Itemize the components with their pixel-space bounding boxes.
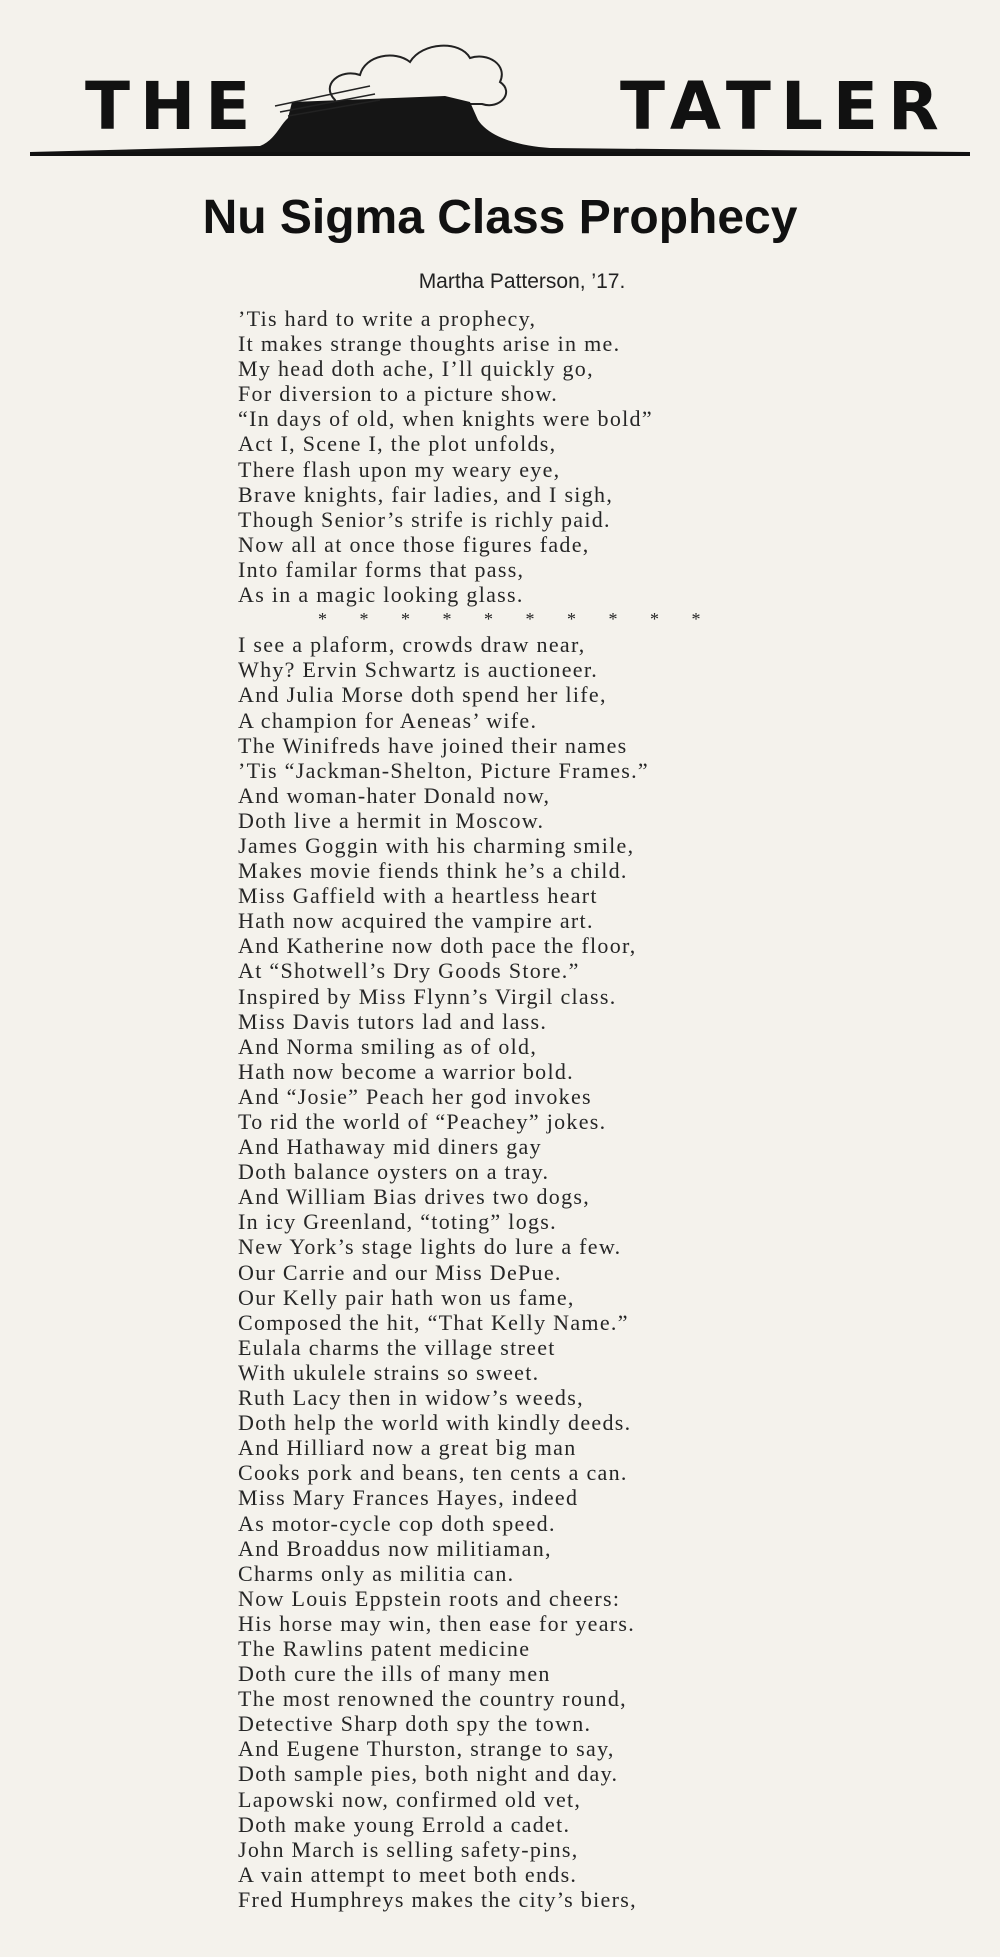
poem-line: The Winifreds have joined their names (238, 732, 628, 758)
poem-line: Doth help the world with kindly deeds. (238, 1410, 632, 1436)
poem-line: And Katherine now doth pace the floor, (238, 933, 637, 959)
poem-line: Now all at once those figures fade, (238, 531, 590, 557)
poem-line: Our Carrie and our Miss DePue. (238, 1259, 562, 1285)
poem-line: And Hathaway mid diners gay (238, 1134, 542, 1160)
poem-stanza-2 (238, 632, 798, 1912)
poem-line: Cooks pork and beans, ten cents a can. (238, 1460, 628, 1486)
poem-line: Hath now acquired the vampire art. (238, 908, 594, 934)
poem-stanza-1 (238, 306, 798, 607)
poem-line: With ukulele strains so sweet. (238, 1359, 540, 1385)
poem-line: John March is selling safety-pins, (238, 1836, 579, 1862)
poem-line: Charms only as militia can. (238, 1560, 515, 1586)
poem-line: Brave knights, fair ladies, and I sigh, (238, 481, 614, 507)
poem-line: And Julia Morse doth spend her life, (238, 682, 607, 708)
poem-line: And woman-hater Donald now, (238, 782, 551, 808)
poem-line: A champion for Aeneas’ wife. (238, 707, 538, 733)
poem-line: Now Louis Eppstein roots and cheers: (238, 1585, 621, 1611)
masthead-left-word: THE (85, 68, 261, 145)
poem (238, 306, 798, 1912)
poem-line: The most renowned the country round, (238, 1686, 627, 1712)
poem-line: “In days of old, when knights were bold” (238, 406, 653, 432)
poem-line: Why? Ervin Schwartz is auctioneer. (238, 657, 599, 683)
poem-line: Act I, Scene I, the plot unfolds, (238, 431, 557, 457)
poem-line: Doth cure the ills of many men (238, 1661, 551, 1687)
poem-line: A vain attempt to meet both ends. (238, 1861, 578, 1887)
poem-line: Eulala charms the village street (238, 1334, 556, 1360)
poem-line: There flash upon my weary eye, (238, 456, 561, 482)
poem-line: Fred Humphreys makes the city’s biers, (238, 1886, 637, 1912)
poem-line: And Broaddus now militiaman, (238, 1535, 552, 1561)
poem-line: In icy Greenland, “toting” logs. (238, 1209, 557, 1235)
poem-line: ’Tis “Jackman-Shelton, Picture Frames.” (238, 757, 649, 783)
poem-line: Ruth Lacy then in widow’s weeds, (238, 1385, 584, 1411)
poem-line: As in a magic looking glass. (238, 582, 524, 608)
poem-line: Composed the hit, “That Kelly Name.” (238, 1309, 629, 1335)
poem-line: As motor-cycle cop doth speed. (238, 1510, 556, 1536)
poem-line: Our Kelly pair hath won us fame, (238, 1284, 575, 1310)
poem-line: Doth live a hermit in Moscow. (238, 807, 545, 833)
poem-line: Though Senior’s strife is richly paid. (238, 506, 611, 532)
poem-line: His horse may win, then ease for years. (238, 1610, 636, 1636)
poem-line: New York’s stage lights do lure a few. (238, 1234, 622, 1260)
poem-line: Miss Gaffield with a heartless heart (238, 883, 598, 909)
poem-line: Miss Mary Frances Hayes, indeed (238, 1485, 579, 1511)
poem-line: Into familar forms that pass, (238, 556, 525, 582)
poem-line: Detective Sharp doth spy the town. (238, 1711, 592, 1737)
poem-line: And Eugene Thurston, strange to say, (238, 1736, 615, 1762)
masthead (30, 30, 970, 160)
poem-line: At “Shotwell’s Dry Goods Store.” (238, 958, 580, 984)
poem-line: Doth sample pies, both night and day. (238, 1761, 619, 1787)
poem-line: Miss Davis tutors lad and lass. (238, 1008, 548, 1034)
poem-line: It makes strange thoughts arise in me. (238, 331, 621, 357)
poem-line: For diversion to a picture show. (238, 381, 559, 407)
poem-line: The Rawlins patent medicine (238, 1635, 531, 1661)
poem-line: And Hilliard now a great big man (238, 1435, 577, 1461)
poem-line: Doth make young Errold a cadet. (238, 1811, 571, 1837)
poem-line: I see a plaform, crowds draw near, (238, 632, 586, 658)
poem-line: Makes movie fiends think he’s a child. (238, 858, 628, 884)
poem-line: Inspired by Miss Flynn’s Virgil class. (238, 983, 617, 1009)
poem-line: Hath now become a warrior bold. (238, 1058, 574, 1084)
poem-line: To rid the world of “Peachey” jokes. (238, 1109, 607, 1134)
article-title: Nu Sigma Class Prophecy (202, 191, 798, 244)
masthead-right-word: TATLER (620, 68, 949, 145)
poem-line: And “Josie” Peach her god invokes (238, 1083, 592, 1109)
poem-line: And Norma smiling as of old, (238, 1033, 538, 1059)
poem-line: Doth balance oysters on a tray. (238, 1159, 550, 1185)
poem-line: And William Bias drives two dogs, (238, 1184, 591, 1210)
poem-line: James Goggin with his charming smile, (238, 832, 635, 858)
stanza-separator: * * * * * * * * * * (318, 609, 715, 630)
poem-line: My head doth ache, I’ll quickly go, (238, 356, 594, 382)
poem-line: ’Tis hard to write a prophecy, (238, 306, 537, 331)
article-byline: Martha Patterson, ’17. (418, 270, 626, 293)
poem-line: Lapowski now, confirmed old vet, (238, 1786, 582, 1812)
